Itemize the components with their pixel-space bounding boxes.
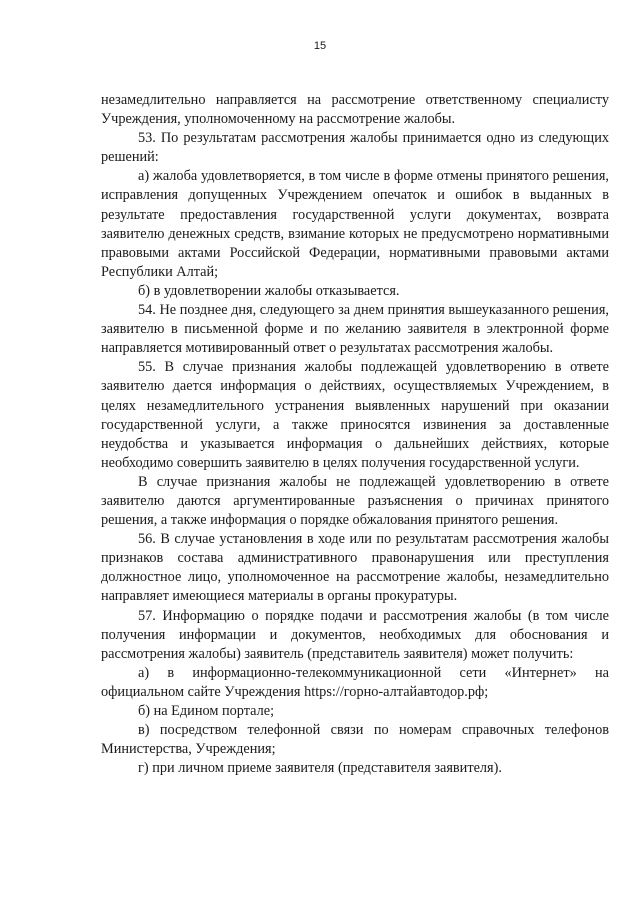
- paragraph-53: 53. По результатам рассмотрения жалобы принимается одно из следующих решений:: [101, 130, 609, 166]
- list-item-57b: б) на Едином портале;: [138, 703, 275, 719]
- paragraph-56: 56. В случае установления в ходе или по результатам рассмотрения жалобы признаков состава административного правонарушения или преступления должностное лицо, уполномоченное на рассмотрение жалобы, незамедлительно направляет имеющиеся материалы в органы прокуратуры.: [101, 531, 609, 605]
- paragraph-continuation: незамедлительно направляется на рассмотрение ответственному специалисту Учреждения, уполномоченному на рассмотрение жалобы.: [101, 92, 609, 128]
- list-item-57a: а) в информационно-телекоммуникационной сети «Интернет» на официальном сайте Учреждения https://горно-алтайавтодор.рф;: [101, 664, 609, 700]
- list-item-53a: а) жалоба удовлетворяется, в том числе в форме отмены принятого решения, исправления допущенных Учреждением опечаток и ошибок в выданных в результате предоставления государственной услуги документах, возврата заявителю денежных средств, взимание которых не предусмотрено нормативными правовыми актами Российской Федерации, нормативными правовыми актами Республики Алтай;: [101, 168, 609, 280]
- list-item-57v: в) посредством телефонной связи по номерам справочных телефонов Министерства, Учреждения;: [101, 722, 609, 758]
- list-item-57g: г) при личном приеме заявителя (представителя заявителя).: [138, 760, 502, 777]
- document-body: [101, 91, 609, 778]
- list-item-53b: б) в удовлетворении жалобы отказывается.: [138, 282, 400, 299]
- paragraph-54: 54. Не позднее дня, следующего за днем принятия вышеуказанного решения, заявителю в письменной форме и по желанию заявителя в электронной форме направляется мотивированный ответ о результатах рассмотрения жалобы.: [101, 302, 609, 357]
- paragraph-57: 57. Информацию о порядке подачи и рассмотрения жалобы (в том числе получения информации и документов, необходимых для обоснования и рассмотрения жалобы) заявитель (представитель заявителя) может получить:: [101, 607, 609, 662]
- page-number: 15: [313, 40, 327, 52]
- paragraph-55: 55. В случае признания жалобы подлежащей удовлетворению в ответе заявителю дается информация о действиях, осуществляемых Учреждением, в целях незамедлительного устранения выявленных нарушений при оказании государственной услуги, а также приносятся извинения за доставленные неудобства и указывается информация о дальнейших действиях, которые необходимо совершить заявителю в целях получения государственной услуги.: [101, 359, 609, 471]
- paragraph-55-second: В случае признания жалобы не подлежащей удовлетворению в ответе заявителю даются аргументированные разъяснения о причинах принятого решения, а также информация о порядке обжалования принятого решения.: [101, 473, 609, 529]
